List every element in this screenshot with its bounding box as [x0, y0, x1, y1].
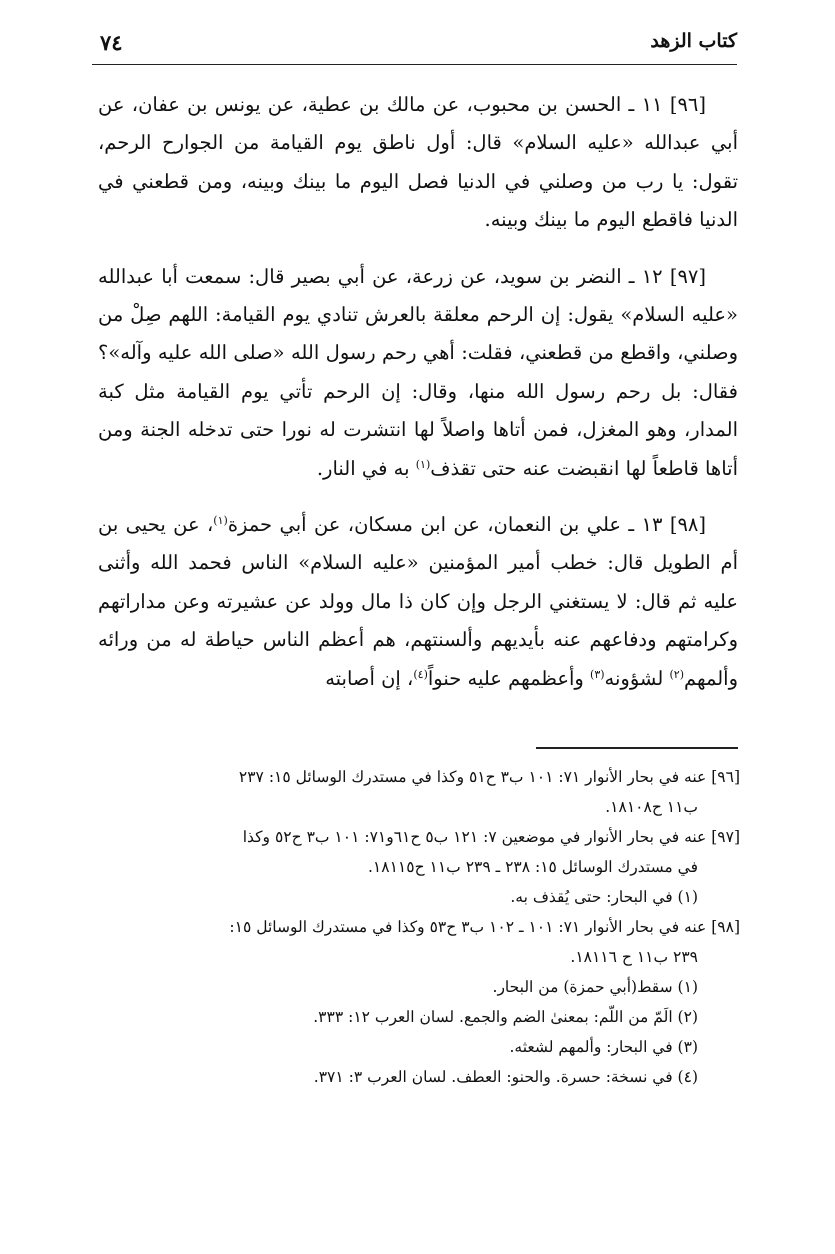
sub-footnote: (٤) في نسخة: حسرة. والحنو: العطف. لسان العرب ٣: ٣٧١. — [313, 1068, 698, 1086]
footnote-96 — [98, 762, 740, 822]
main-text — [98, 86, 738, 716]
footnote-line: [٩٨] عنه في بحار الأنوار ٧١: ١٠١ ـ ١٠٢ ب٣ ح٥٣ وكذا في مستدرك الوسائل ١٥: — [229, 918, 740, 936]
hadith-97-text-end: به في النار. — [316, 456, 416, 480]
footnote-ref: (١) — [415, 457, 431, 471]
hadith-98 — [98, 506, 738, 698]
hadith-97 — [98, 258, 738, 488]
footnotes — [98, 762, 740, 1092]
sub-footnote: (١) سقط(أبي حمزة) من البحار. — [492, 978, 698, 996]
footnote-line: [٩٦] عنه في بحار الأنوار ٧١: ١٠١ ب٣ ح٥١ وكذا في مستدرك الوسائل ١٥: ٢٣٧ — [238, 768, 740, 786]
footnote-line: في مستدرك الوسائل ١٥: ٢٣٨ ـ ٢٣٩ ب١١ ح١٨١١٥. — [367, 858, 698, 876]
sub-footnote: (٢) الَمّ من اللّم: بمعنىٰ الضم والجمع. لسان العرب ١٢: ٣٣٣. — [313, 1008, 698, 1026]
hadith-98-text-end: ، إن أصابته — [325, 666, 414, 690]
book-title: كتاب الزهد — [650, 30, 737, 52]
footnote-ref: (١) — [213, 514, 228, 528]
hadith-97-text: [٩٧] ١٢ ـ النضر بن سويد، عن زرعة، عن أبي بصير قال: سمعت أبا عبدالله «عليه السلام» يقول: إن الرحم معلقة بالعرش تنادي يوم القيامة: اللهم صِلْ من وصلني، واقطع من قطعني، فقلت: أهي رحم رسول الله «صلى الله عليه وآله»؟ فقال: بل رحم رسول الله منها، وقال: إن الرحم تأتي يوم القيامة مثل كبة المدار، وهو المغزل، فمن أتاها واصلاً لها انتشرت له نورا حتى تدخله الجنة ومن أتاها قاطعاً لها انقبضت عنه حتى تقذف — [98, 264, 738, 480]
hadith-96 — [98, 86, 738, 240]
footnote-98 — [98, 912, 740, 1092]
footnote-separator — [536, 747, 738, 749]
hadith-96-text: [٩٦] ١١ ـ الحسن بن محبوب، عن مالك بن عطية، عن يونس بن عفان، عن أبي عبدالله «عليه السلام» قال: أول ناطق يوم القيامة من الجوارح الرحم، تقول: يا رب من وصلني في الدنيا فصل اليوم ما بينك وبينه، ومن قطعني في الدنيا فاقطع اليوم ما بينك وبينه. — [98, 93, 738, 232]
footnote-line: [٩٧] عنه في بحار الأنوار في موضعين ٧: ١٢١ ب٥ ح٦١و٧١: ١٠١ ب٣ ح٥٢ وكذا — [242, 828, 740, 846]
hadith-98-text: لشؤونه — [604, 666, 670, 690]
footnote-ref: (٣) — [590, 667, 605, 681]
sub-footnote: (٣) في البحار: وألمهم لشعثه. — [509, 1038, 698, 1056]
footnote-ref: (٢) — [669, 667, 684, 681]
sub-footnote: (١) في البحار: حتى يُقذف به. — [510, 888, 698, 906]
footnote-ref: (٤) — [413, 667, 428, 681]
page-number: ٧٤ — [100, 30, 123, 55]
running-header — [92, 30, 737, 65]
hadith-98-text: [٩٨] ١٣ ـ علي بن النعمان، عن ابن مسكان، عن أبي حمزة — [227, 513, 706, 537]
hadith-98-text: وأعظمهم عليه حنواً — [427, 666, 591, 690]
footnote-97 — [98, 822, 740, 912]
footnote-line: ٢٣٩ ب١١ ح ١٨١١٦. — [570, 948, 698, 966]
hadith-98-text: ، عن يحيى بن أم الطويل قال: خطب أمير المؤمنين «عليه السلام» الناس فحمد الله وأثنى عليه ثم قال: لا يستغني الرجل وإن كان ذا مال وولد عن عشيرته وعن مداراتهم وكرامتهم ودفاعهم عنه بأيديهم وألسنتهم، هم أعظم الناس حياطة له من ورائه وألمهم — [98, 513, 738, 690]
footnote-line: ب١١ ح١٨١٠٨. — [605, 798, 698, 816]
